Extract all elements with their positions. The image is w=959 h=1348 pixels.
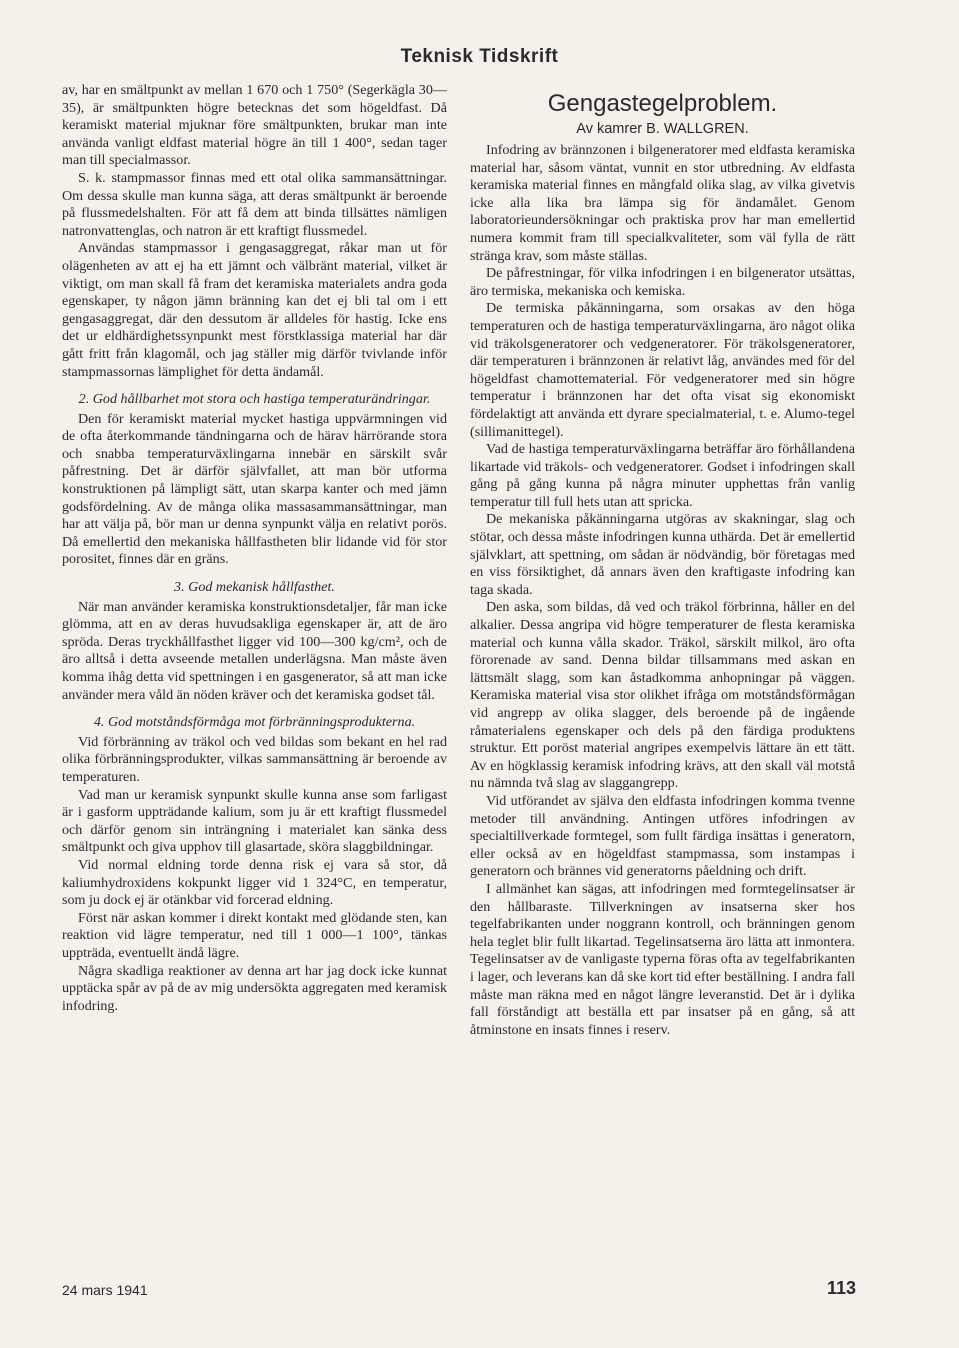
paragraph: Användas stampmassor i gengasaggregat, råkar man ut för olägenheten av att ej ha ett jämnt och välbränt material, vilket är viktigt, om man skall få fram det keramiska materialets andra goda egenskaper, ty någon jämn bränning kan det ej bli tal om i ett gengasaggregat, där den dessutom är alldeles för hastig. Icke ens det ur eldhärdighetssynpunkt mest förstklassiga material har där gått fritt från klagomål, och jag ställer mig därför tvivlande inför stampmassornas lämplighet för detta ändamål. <box>62 240 447 380</box>
paragraph: Vad man ur keramisk synpunkt skulle kunna anse som farligast är i gasform uppträdande kalium, som ju är ett kraftigt flussmedel och därför genom sin inträngning i materialet kan sänka dess smältpunkt och giva upphov till glasartade, sköra slaggbildningar. <box>62 786 447 856</box>
article-title: Gengastegelproblem. <box>547 90 778 117</box>
section-heading: 4. God motståndsförmåga mot förbränningsprodukterna. <box>93 714 416 731</box>
paragraph: Först när askan kommer i direkt kontakt med glödande sten, kan reaktion vid lägre temperatur, ned till 1 000—1 100°, tänkas uppträda, eventuellt ändå lägre. <box>62 909 447 961</box>
section-heading: 2. God hållbarhet mot stora och hastiga temperaturändringar. <box>78 391 431 408</box>
paragraph: De mekaniska påkänningarna utgöras av skakningar, slag och stötar, och dessa måste infodringen kunna uthärda. Det är emellertid självklart, att spettning, om sådan är nödvändig, bör företagas med en viss försiktighet, då annars även den kraftigaste infodring kan taga skada. <box>470 511 855 598</box>
right-column <box>470 82 855 1262</box>
page-number: 113 <box>826 1278 856 1298</box>
issue-date: 24 mars 1941 <box>62 1282 148 1298</box>
paragraph: De påfrestningar, för vilka infodringen i en bilgenerator utsättas, äro termiska, mekaniska och kemiska. <box>470 265 855 299</box>
paragraph: Vid normal eldning torde denna risk ej vara så stor, då kaliumhydroxidens kokpunkt ligger vid 1 324°C, en temperatur, som ju dock ej är otänkbar vid forcerad eldning. <box>62 856 447 909</box>
paragraph: Den för keramiskt material mycket hastiga uppvärmningen vid de ofta återkommande tändningarna och de härav härrörande stora och snabba temperaturväxlingarna innebär en särskilt svår påfrestning. Det är därför självfallet, att man bör utforma konstruktionen på lämpligt sätt, utan skarpa kanter och med jämn godsfördelning. Av de många olika massasammansättningar, man har att välja på, bör man ur denna synpunkt välja en relativt porös. Då emellertid den mekaniska hållfastheten blir lidande vid för stor porositet, finnes där en gräns. <box>62 410 447 568</box>
paragraph: Vid förbränning av träkol och ved bildas som bekant en hel rad olika förbränningsprodukter, vilkas sammansättning är beroende av temperaturen. <box>62 733 447 785</box>
paragraph: I allmänhet kan sägas, att infodringen med formtegelinsatser är den hållbaraste. Tillverkningen av insatserna sker hos tegelfabrikanten under noggrann kontroll, och bränningen genom hela teglet blir fullt likartad. Tegelinsatserna äro lätta att inmontera. Tegelinsatser av de vanligaste typerna föras ofta av tegelfabrikanten i lager, och leverans kan då ske kort tid efter beställning. I andra fall måste man räkna med en något längre leveranstid. Det är i dylika fall förståndigt att beställa ett par insatser på en gång, så att åtminstone en insats finnes i reserv. <box>470 880 855 1038</box>
paragraph: De termiska påkänningarna, som orsakas av den höga temperaturen och de hastiga temperaturväxlingarna, äro något olika vid träkolsgeneratorer och vedgeneratorer. För träkolsgeneratorer, där temperaturen i brännzonen är relativt låg, användes med för del högeldfast chamottematerial. För vedgeneratorer med sin högre temperatur i brännzonen har det ofta visat sig ekonomiskt fördelaktigt att använda ett dyrare specialmaterial, t. e. Alumo-tegel (sillimanittegel). <box>470 300 855 440</box>
paragraph: Vid utförandet av själva den eldfasta infodringen komma tvenne metoder till användning. Antingen utföres infodringen av specialtillverkade formtegel, som fullt färdiga insättas i generatorn, eller också av en högeldfast stampmassa, som instampas i generatorn och brännes vid generatorns påeldning och drift. <box>470 792 855 880</box>
paragraph: Infodring av brännzonen i bilgeneratorer med eldfasta keramiska material har, såsom väntat, vunnit en stor utbredning. Av eldfasta keramiska material finnes en mångfald olika slag, av vilka givetvis icke alla lika bra lämpa sig för ändamålet. Genom laboratorieundersökningar och praktiska prov har man emellertid numera kommit fram till specialkvaliteter, som väl fylla de rätt stränga krav, som måste ställas. <box>470 142 855 264</box>
journal-masthead: Teknisk Tidskrift <box>400 46 559 67</box>
paragraph: Vad de hastiga temperaturväxlingarna beträffar äro förhållandena likartade vid träkols- och vedgeneratorer. Godset i infodringen skall gång på gång kunna på några minuter upphettas från vanlig temperatur till full hets utan att spricka. <box>470 441 855 510</box>
paragraph: av, har en smältpunkt av mellan 1 670 och 1 750° (Segerkägla 30—35), är smältpunkten högre betecknas det som högeldfast. Då keramiskt material mjuknar före smältpunkten, brukar man inte använda vanligt eldfast material högre än till 1 400°, sedan tager man till specialmassor. <box>62 82 447 169</box>
left-column <box>62 82 447 1262</box>
paragraph: När man använder keramiska konstruktionsdetaljer, får man icke glömma, att en av deras huvudsakliga egenskaper är, att de äro spröda. Deras tryckhållfasthet ligger vid 100—300 kg/cm², och de äro alltså i detta avseende metallen underlägsna. Man måste även komma ihåg detta vid spettningen i en gasgenerator, så att man icke använder mera våld än nöden kräver och det keramiska godset tål. <box>62 598 447 703</box>
paragraph: Några skadliga reaktioner av denna art har jag dock icke kunnat upptäcka spår av på de av mig undersökta aggregaten med keramisk infodring. <box>62 962 447 1014</box>
paragraph: S. k. stampmassor finnas med ett otal olika sammansättningar. Om dessa skulle man kunna säga, att deras smältpunkt är beroende på flussmedelshalten. För att få dem att binda tillsättes nämligen natronvattenglas, och natron är ett kraftigt flussmedel. <box>62 169 447 239</box>
section-heading: 3. God mekanisk hållfasthet. <box>174 579 335 596</box>
article-byline: Av kamrer B. WALLGREN. <box>576 121 749 137</box>
paragraph: Den aska, som bildas, då ved och träkol förbrinna, håller en del alkalier. Dessa angripa vid högre temperaturer de flesta keramiska material och kunna vålla skador. Träkol, särskilt milkol, äro ofta förorenade av sand. Denna bildar tillsammans med askan en lättsmält slagg, som kan åstadkomma anhopningar på väggen. Keramiska material visa stor olikhet ifråga om motståndsförmågan vid angrepp av olika slagger, dels beroende på de ingående råmaterialens egenskaper och dels på den färdiga produktens struktur. Ett poröst material angripes exempelvis lättare än ett tätt. Av en högklassig keramisk infodring krävs, att den skall väl motstå nu nämnda två slag av slaggangrepp. <box>470 599 855 792</box>
